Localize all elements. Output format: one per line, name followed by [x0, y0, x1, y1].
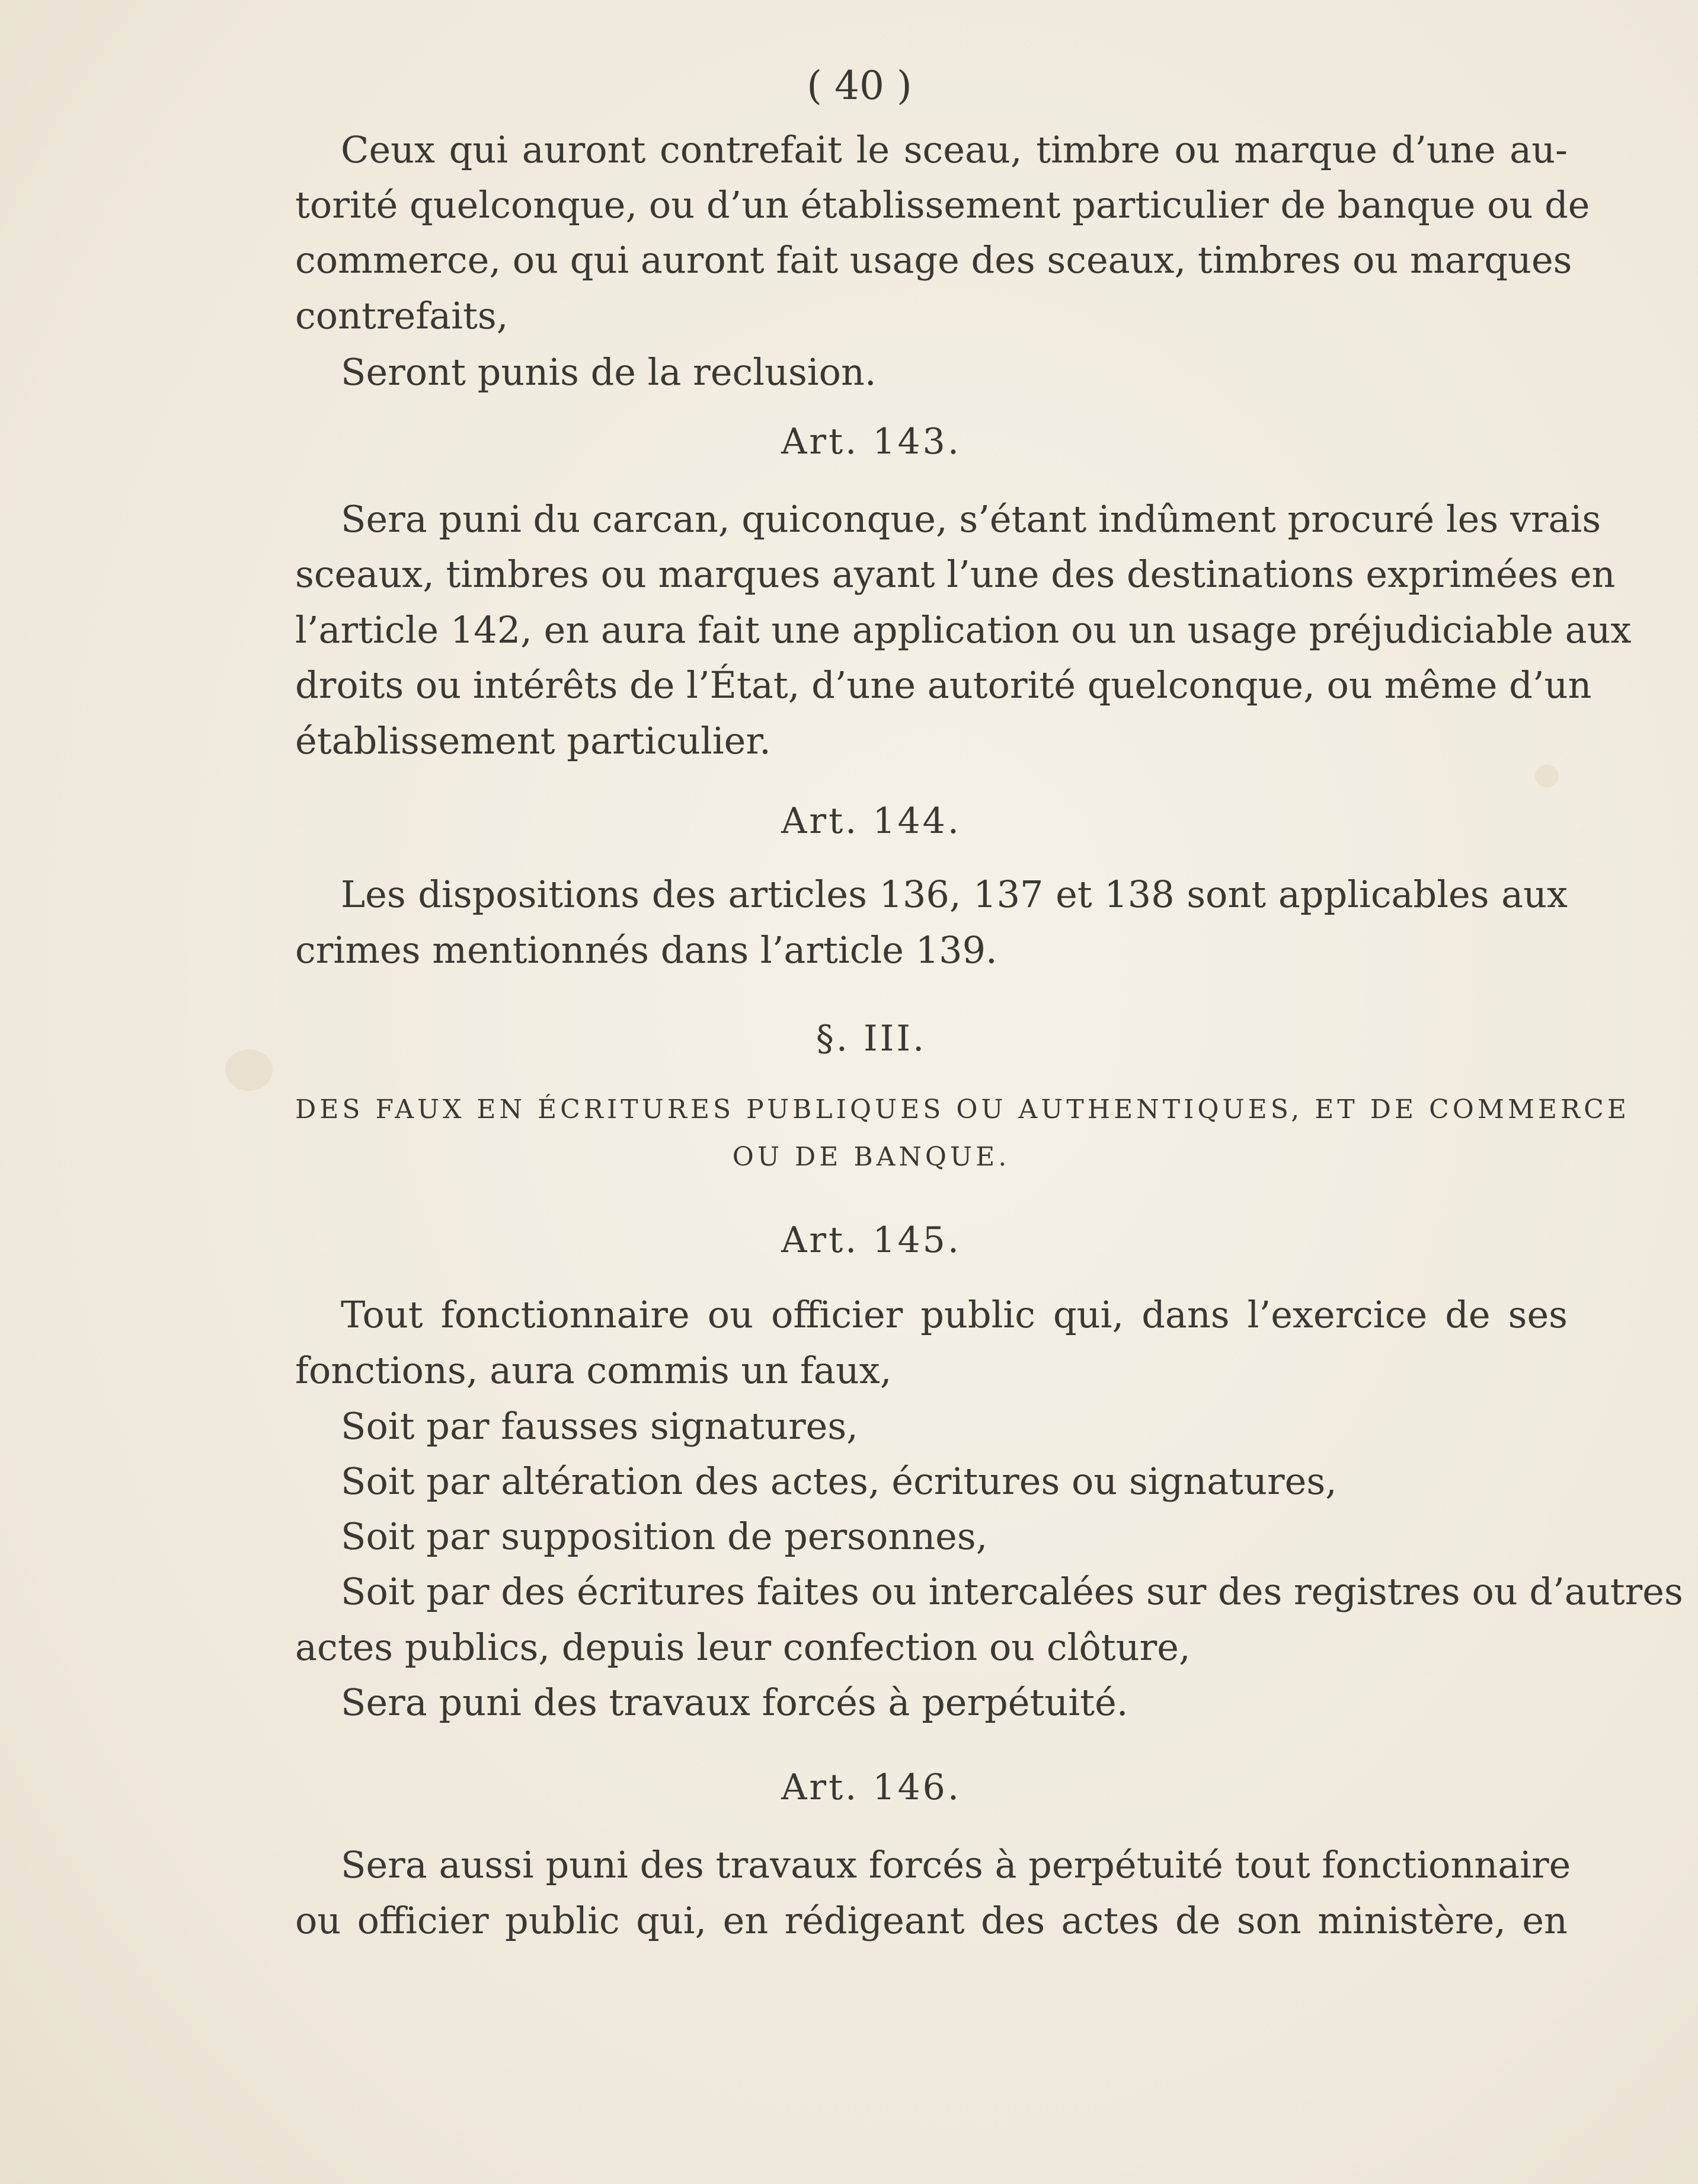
text-line: Soit par supposition de personnes,: [341, 1515, 988, 1558]
text-line: Sera aussi puni des travaux forcés à perpétuité tout fonctionnaire: [341, 1843, 1571, 1886]
text-line: actes publics, depuis leur confection ou clôture,: [295, 1626, 1191, 1669]
article-heading: Art. 145.: [781, 1219, 961, 1261]
text-line: ou officier public qui, en rédigeant des actes de son ministère, en: [295, 1899, 1568, 1942]
text-line: Sera puni du carcan, quiconque, s’étant indûment procuré les vrais: [341, 497, 1601, 541]
text-line: fonctions, aura commis un faux,: [295, 1349, 892, 1392]
paper-stain: [225, 1049, 273, 1091]
text-line: crimes mentionnés dans l’article 139.: [295, 928, 997, 972]
page-number: ( 40 ): [807, 63, 912, 108]
article-heading: Art. 144.: [781, 800, 961, 842]
text-line: l’article 142, en aura fait une application ou un usage préjudiciable aux: [295, 608, 1632, 652]
paper-stain: [1535, 765, 1559, 787]
text-line: torité quelconque, ou d’un établissement particulier de banque ou de: [295, 183, 1590, 226]
section-title: OU DE BANQUE.: [732, 1142, 1011, 1172]
text-line: Seront punis de la reclusion.: [341, 350, 877, 394]
text-line: Soit par altération des actes, écritures ou signatures,: [341, 1460, 1337, 1503]
text-line: contrefaits,: [295, 294, 509, 337]
text-line: Sera puni des travaux forcés à perpétuité.: [341, 1681, 1128, 1724]
text-line: Soit par des écritures faites ou intercalées sur des registres ou d’autres: [341, 1570, 1683, 1613]
article-heading: Art. 143.: [781, 421, 961, 462]
section-heading: §. III.: [816, 1018, 927, 1059]
text-line: droits ou intérêts de l’État, d’une autorité quelconque, ou même d’un: [295, 663, 1592, 707]
section-title: DES FAUX EN ÉCRITURES PUBLIQUES OU AUTHENTIQUES, ET DE COMMERCE: [295, 1094, 1630, 1125]
text-line: établissement particulier.: [295, 719, 771, 762]
text-line: Tout fonctionnaire ou officier public qui, dans l’exercice de ses: [341, 1293, 1568, 1336]
text-line: sceaux, timbres ou marques ayant l’une des destinations exprimées en: [295, 553, 1616, 596]
article-heading: Art. 146.: [781, 1767, 961, 1808]
text-line: Les dispositions des articles 136, 137 et 138 sont applicables aux: [341, 873, 1568, 916]
text-line: Soit par fausses signatures,: [341, 1404, 858, 1448]
text-line: Ceux qui auront contrefait le sceau, timbre ou marque d’une au-: [341, 128, 1568, 171]
text-line: commerce, ou qui auront fait usage des sceaux, timbres ou marques: [295, 238, 1572, 282]
